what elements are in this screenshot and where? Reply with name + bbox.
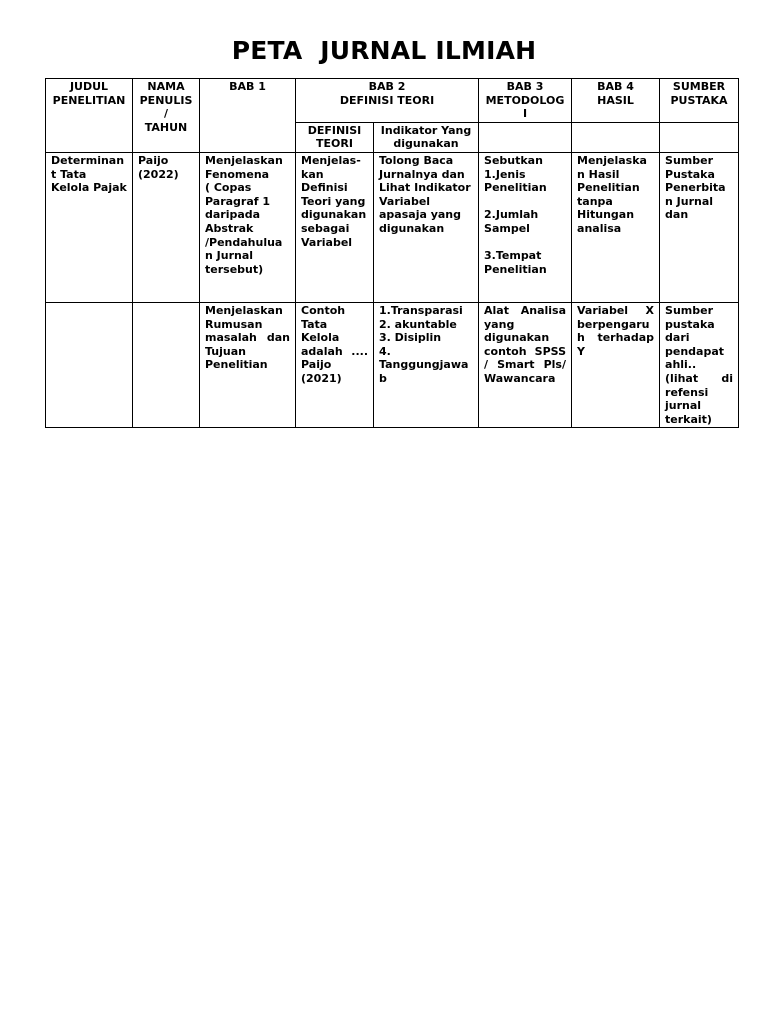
header-bab-4-hasil: BAB 4 HASIL: [572, 79, 660, 123]
cell-judul: [46, 302, 133, 427]
subheader-empty-bab4: [572, 122, 660, 152]
cell-indikator: 1.Transparasi 2. akuntable 3. Disiplin 4. Tanggungjawab: [374, 302, 479, 427]
subheader-definisi-teori: DEFINISI TEORI: [296, 122, 374, 152]
header-bab-1: BAB 1: [200, 79, 296, 153]
cell-sumber: Sumber Pustaka Penerbitan Jurnal dan: [660, 152, 739, 302]
cell-bab4: Menjelaskan Hasil Penelitian tanpa Hitungan analisa: [572, 152, 660, 302]
header-nama-penulis-tahun: NAMA PENULIS/ TAHUN: [133, 79, 200, 153]
cell-definisi: Contoh Tata Kelola adalah .... Paijo (2021): [296, 302, 374, 427]
cell-nama: Paijo (2022): [133, 152, 200, 302]
cell-judul: Determinan t Tata Kelola Pajak: [46, 152, 133, 302]
cell-bab3: Alat Analisa yang digunakan contoh SPSS / Smart Pls/ Wawancara: [479, 302, 572, 427]
cell-bab1: Menjelaskan Fenomena ( Copas Paragraf 1 daripada Abstrak /Pendahuluan Jurnal tersebut): [200, 152, 296, 302]
page-title: PETA JURNAL ILMIAH: [231, 36, 537, 65]
header-judul-penelitian: JUDUL PENELITIAN: [46, 79, 133, 153]
journal-map-table: [45, 78, 739, 428]
cell-bab4: Variabel X berpengaruh terhadap Y: [572, 302, 660, 427]
header-bab-3-metodologi: BAB 3 METODOLOG I: [479, 79, 572, 123]
table-row: [46, 152, 739, 302]
table-row: [46, 302, 739, 427]
cell-bab3: Sebutkan 1.Jenis Penelitian 2.Jumlah Sampel 3.Tempat Penelitian: [479, 152, 572, 302]
cell-sumber: Sumber pustaka dari pendapat ahli.. (lihat di refensi jurnal terkait): [660, 302, 739, 427]
subheader-empty-bab3: [479, 122, 572, 152]
cell-bab1: Menjelaskan Rumusan masalah dan Tujuan Penelitian: [200, 302, 296, 427]
header-sumber-pustaka: SUMBER PUSTAKA: [660, 79, 739, 123]
cell-definisi: Menjelas-kan Definisi Teori yang digunakan sebagai Variabel: [296, 152, 374, 302]
cell-nama: [133, 302, 200, 427]
cell-indikator: Tolong Baca Jurnalnya dan Lihat Indikator Variabel apasaja yang digunakan: [374, 152, 479, 302]
table-header-row: [46, 79, 739, 123]
subheader-empty-sumber: [660, 122, 739, 152]
subheader-indikator: Indikator Yang digunakan: [374, 122, 479, 152]
header-bab-2-definisi-teori: BAB 2 DEFINISI TEORI: [296, 79, 479, 123]
